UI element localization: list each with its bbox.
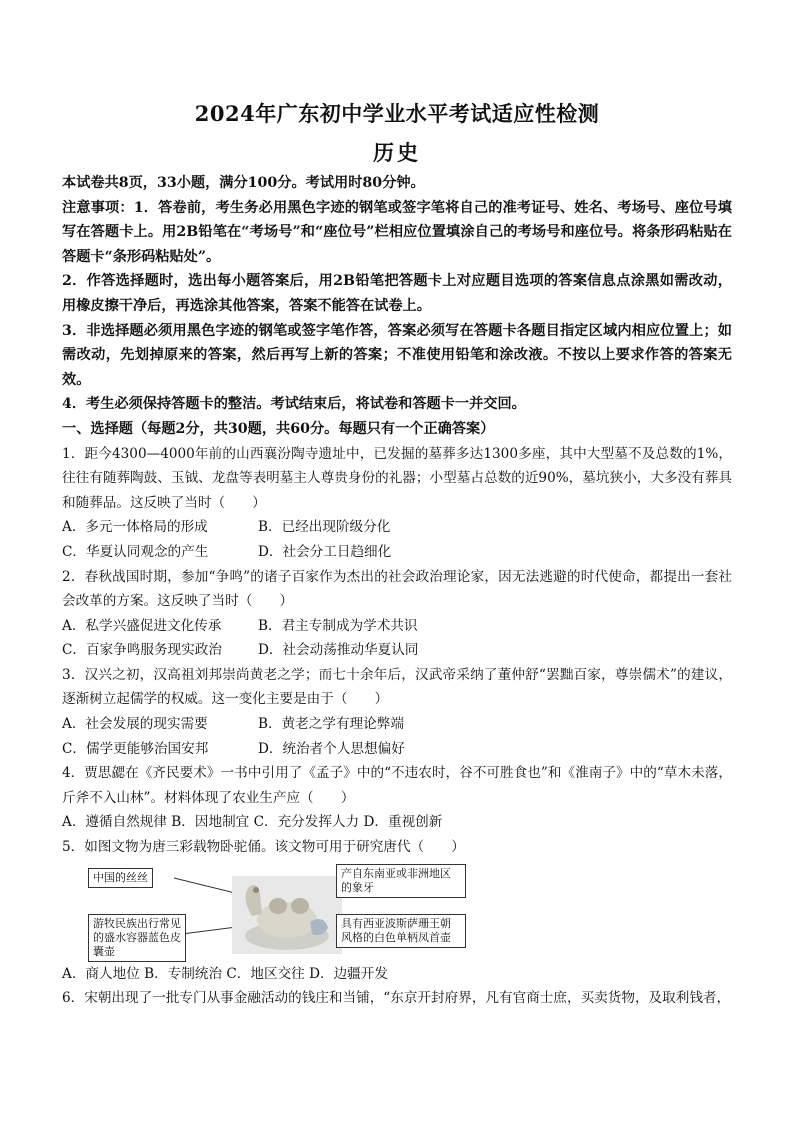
- question-3-option-c[interactable]: C．儒学更能够治国安邦: [62, 740, 209, 757]
- question-2-option-c[interactable]: C．百家争鸣服务现实政治: [62, 642, 222, 659]
- question-4-options[interactable]: A．遵循自然规律 B．因地制宜 C．充分发挥人力 D．重视创新: [62, 814, 443, 831]
- note-1: 注意事项：1．答卷前，考生务必用黑色字迹的钢笔或签字笔将自己的准考证号、姓名、考场号、座位号填写在答题卡上。用2B铅笔在“考场号”和“座位号”栏相应位置填涂自己的考场号和座位号。将条形码粘贴在答题卡“条形码粘贴处”。: [62, 199, 732, 265]
- note-3: 3．非选择题必须用黑色字迹的钢笔或签字笔作答，答案必须写在答题卡各题目指定区域内相应位置上；如需改动，先划掉原来的答案，然后再写上新的答案；不准使用铅笔和涂改液。不按以上要求作答的答案无效。: [62, 322, 732, 388]
- question-3-option-d[interactable]: D．统治者个人思想偏好: [258, 740, 405, 757]
- question-2-stem: 2．春秋战国时期，参加“争鸣”的诸子百家作为杰出的社会政治理论家，因无法逃避的时代使命，都提出一套社会改革的方案。这反映了当时（ ）: [62, 568, 732, 610]
- question-2-options-row2: [62, 638, 732, 663]
- question-3-options-row1: [62, 712, 732, 737]
- section-heading: 一、选择题（每题2分，共30题，共60分。每题只有一个正确答案）: [62, 420, 495, 437]
- question-3-stem: 3．汉兴之初，汉高祖刘邦崇尚黄老之学；而七十余年后，汉武帝采纳了董仲舒“罢黜百家，尊崇儒术”的建议，逐渐树立起儒学的权威。这一变化主要是由于（ ）: [62, 666, 732, 708]
- label-ivory: 产自东南亚或非洲地区的象牙: [336, 864, 466, 898]
- question-3-option-b[interactable]: B．黄老之学有理论弊端: [258, 716, 404, 733]
- question-3-option-a[interactable]: A．社会发展的现实需要: [62, 716, 208, 733]
- label-nomad-waterskin: 游牧民族出行常见的盛水容器蓝色皮囊壶: [88, 914, 186, 962]
- question-1-options-row1: [62, 515, 732, 540]
- question-2-option-d[interactable]: D．社会动荡推动华夏认同: [258, 642, 419, 659]
- exam-body: [62, 171, 732, 1011]
- note-2: 2．作答选择题时，选出每小题答案后，用2B铅笔把答题卡上对应题目选项的答案信息点涂黑如需改动，用橡皮擦干净后，再选涂其他答案，答案不能答在试卷上。: [62, 273, 732, 314]
- question-2-option-b[interactable]: B．君主专制成为学术共识: [258, 617, 418, 634]
- note-4: 4．考生必须保持答题卡的整洁。考试结束后，将试卷和答题卡一并交回。: [62, 396, 526, 413]
- question-3-options-row2: [62, 737, 732, 762]
- exam-subject: 历史: [373, 140, 421, 165]
- question-1-option-a[interactable]: A．多元一体格局的形成: [62, 519, 208, 536]
- exam-title: 2024年广东初中学业水平考试适应性检测: [194, 101, 600, 126]
- question-1-options-row2: [62, 540, 732, 565]
- question-5-options[interactable]: A．商人地位 B．专制统治 C．地区交往 D．边疆开发: [62, 965, 388, 982]
- camel-figurine-figure: [82, 862, 502, 960]
- tang-sancai-camel-image: [232, 876, 342, 954]
- question-1-stem: 1．距今4300—4000年前的山西襄汾陶寺遗址中，已发掘的墓葬多达1300多座，其中大型墓不及总数的1%，往往有随葬陶鼓、玉钺、龙盘等表明墓主人尊贵身份的礼器；小型墓占总数的近90%，墓坑狭小，大多没有葬具和随葬品。这反映了当时（ ）: [62, 445, 732, 511]
- question-6-stem: 6．宋朝出现了一批专门从事金融活动的钱庄和当铺，“东京开封府界，凡有官商士庶，买卖货物，及取利钱者，: [62, 990, 731, 1007]
- question-4-stem: 4．贾思勰在《齐民要术》一书中引用了《孟子》中的“不违农时，谷不可胜食也”和《淮南子》中的“草木未落，斤斧不入山林”。材料体现了农业生产应（ ）: [62, 765, 732, 806]
- exam-intro: 本试卷共8页，33小题，满分100分。考试用时80分钟。: [62, 175, 425, 191]
- question-2-option-a[interactable]: A．私学兴盛促进文化传承: [62, 617, 222, 634]
- label-phoenix-ewer: 具有西亚波斯萨珊王朝风格的白色单柄凤首壶: [336, 914, 466, 948]
- question-1-option-b[interactable]: B．已经出现阶级分化: [258, 519, 391, 536]
- question-2-options-row1: [62, 614, 732, 639]
- question-1-option-d[interactable]: D．社会分工日趋细化: [258, 543, 392, 560]
- camel-figurine-icon: [232, 876, 342, 954]
- label-silk: 中国的丝丝: [88, 868, 153, 888]
- question-5-stem: 5．如图文物为唐三彩载物卧驼俑。该文物可用于研究唐代（ ）: [62, 839, 465, 856]
- question-1-option-c[interactable]: C．华夏认同观念的产生: [62, 543, 209, 560]
